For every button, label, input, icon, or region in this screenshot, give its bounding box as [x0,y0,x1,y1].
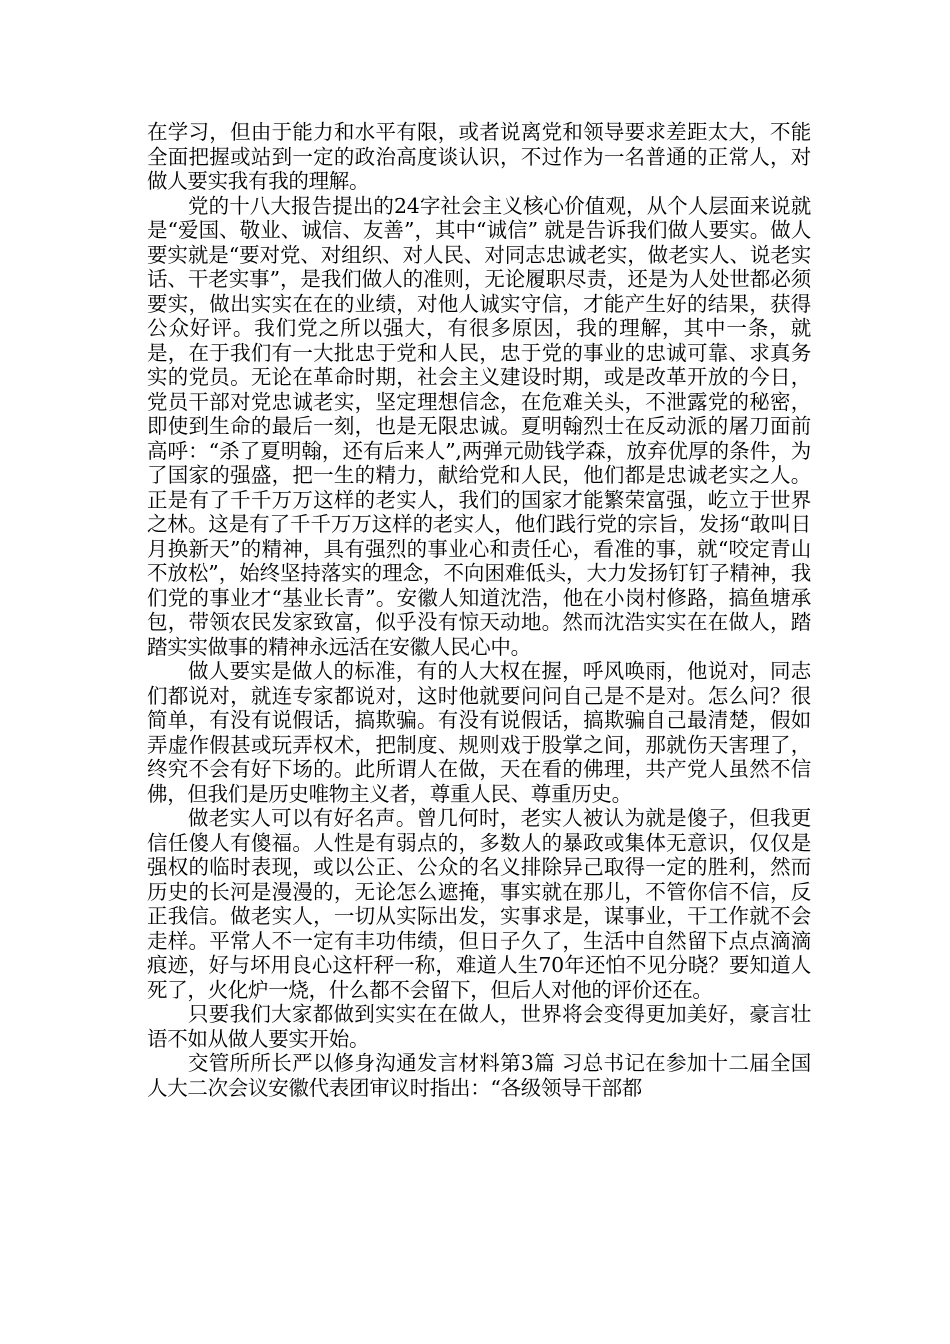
document-body [147,120,811,1100]
paragraph-3: 做人要实是做人的标准，有的人大权在握，呼风唤雨，他说对，同志们都说对，就连专家都说对，这时他就要问问自己是不是对。怎么问？很简单，有没有说假话，搞欺骗。有没有说假话，搞欺骗自己最清楚，假如弄虚作假甚或玩弄权术，把制度、规则戏于股掌之间，那就伤天害理了，终究不会有好下场的。此所谓人在做，天在看的佛理，共产党人虽然不信佛，但我们是历史唯物主义者，尊重人民、尊重历史。 [147,659,811,806]
paragraph-4: 做老实人可以有好名声。曾几何时，老实人被认为就是傻子，但我更信任傻人有傻福。人性是有弱点的，多数人的暴政或集体无意识，仅仅是强权的临时表现，或以公正、公众的名义排除异己取得一定的胜利，然而历史的长河是漫漫的，无论怎么遮掩，事实就在那儿，不管你信不信，反正我信。做老实人，一切从实际出发，实事求是，谋事业，干工作就不会走样。平常人不一定有丰功伟绩，但日子久了，生活中自然留下点点滴滴痕迹，好与坏用良心这杆秤一称，难道人生70年还怕不见分晓？要知道人死了，火化炉一烧，什么都不会留下，但后人对他的评价还在。 [147,806,811,1002]
paragraph-1: 在学习，但由于能力和水平有限，或者说离党和领导要求差距太大，不能全面把握或站到一定的政治高度谈认识，不过作为一名普通的正常人，对做人要实我有我的理解。 [147,120,811,193]
paragraph-6: 交管所所长严以修身沟通发言材料第3篇 习总书记在参加十二届全国人大二次会议安徽代表团审议时指出：“各级领导干部都 [147,1051,811,1100]
paragraph-5: 只要我们大家都做到实实在在做人，世界将会变得更加美好，豪言壮语不如从做人要实开始。 [147,1002,811,1051]
paragraph-2: 党的十八大报告提出的24字社会主义核心价值观，从个人层面来说就是“爱国、敬业、诚信、友善”，其中“诚信” 就是告诉我们做人要实。做人要实就是“要对党、对组织、对人民、对同志忠诚老实，做老实人、说老实话、干老实事”，是我们做人的准则，无论履职尽责，还是为人处世都必须要实，做出实实在在的业绩，对他人诚实守信，才能产生好的结果，获得公众好评。我们党之所以强大，有很多原因，我的理解，其中一条，就是，在于我们有一大批忠于党和人民，忠于党的事业的忠诚可靠、求真务实的党员。无论在革命时期，社会主义建设时期，或是改革开放的今日，党员干部对党忠诚老实，坚定理想信念，在危难关头，不泄露党的秘密，即使到生命的最后一刻，也是无限忠诚。夏明翰烈士在反动派的屠刀面前高呼：“杀了夏明翰，还有后来人”,两弹元勋钱学森，放弃优厚的条件，为了国家的强盛，把一生的精力，献给党和人民，他们都是忠诚老实之人。正是有了千千万万这样的老实人，我们的国家才能繁荣富强，屹立于世界之林。这是有了千千万万这样的老实人，他们践行党的宗旨，发扬“敢叫日月换新天”的精神，具有强烈的事业心和责任心，看准的事，就“咬定青山不放松”，始终坚持落实的理念，不向困难低头，大力发扬钉钉子精神，我们党的事业才“基业长青”。安徽人知道沈浩，他在小岗村修路，搞鱼塘承包，带领农民发家致富，似乎没有惊天动地。然而沈浩实实在在做人，踏踏实实做事的精神永远活在安徽人民心中。 [147,193,811,659]
